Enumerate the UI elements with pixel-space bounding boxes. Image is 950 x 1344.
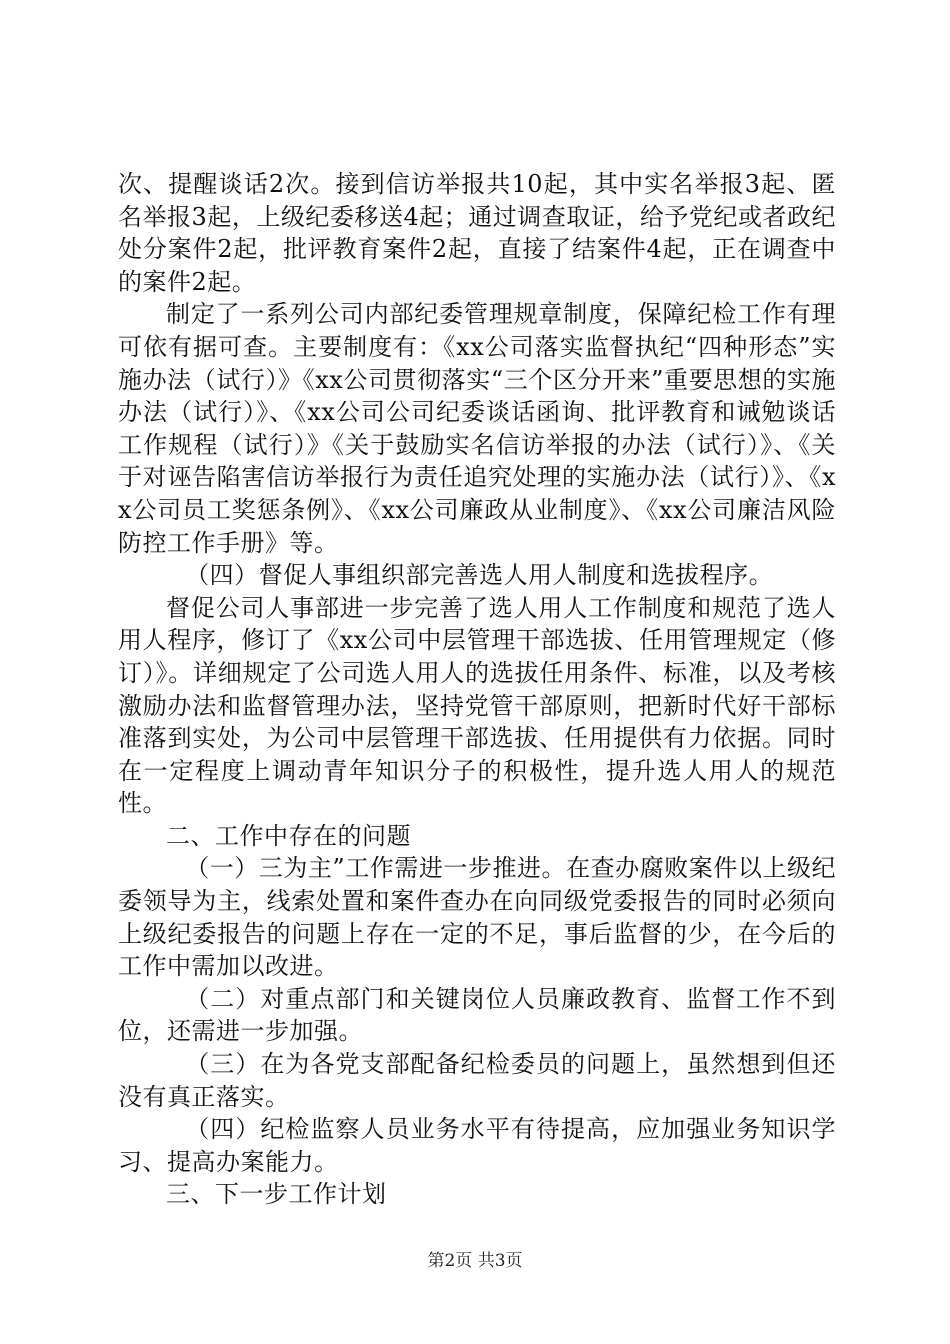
page-number-footer: 第2页 共3页	[427, 1251, 523, 1271]
paragraph-regulations: 制定了一系列公司内部纪委管理规章制度，保障纪检工作有理可依有据可查。主要制度有：《xx公司落实监督执纪“四种形态”实施办法（试行）》《xx公司贯彻落实“三个区分开来”重要思想的实施办法（试行）》、《xx公司公司纪委谈话函询、批评教育和诫勉谈话工作规程（试行）》《关于鼓励实名信访举报的办法（试行）》、《关于对诬告陷害信访举报行为责任追究处理的实施办法（试行）》、《xx公司员工奖惩条例》、《xx公司廉政从业制度》、《xx公司廉洁风险防控工作手册》等。	[118, 300, 836, 557]
heading-existing-problems: 二、工作中存在的问题	[166, 821, 411, 850]
document-body	[118, 168, 836, 1211]
problem-item-4: （四）纪检监察人员业务水平有待提高，应加强业务知识学习、提高办案能力。	[118, 1115, 836, 1176]
paragraph-case-statistics: 次、提醒谈话2次。接到信访举报共10起，其中实名举报3起、匿名举报3起，上级纪委移送4起；通过调查取证，给予党纪或者政纪处分案件2起，批评教育案件2起，直接了结案件4起，正在调查中的案件2起。	[118, 170, 836, 296]
problem-item-3: （三）在为各党支部配备纪检委员的问题上，虽然想到但还没有真正落实。	[118, 1050, 836, 1111]
problem-item-1: （一）三为主”工作需进一步推进。在查办腐败案件以上级纪委领导为主，线索处置和案件查办在向同级党委报告的同时必须向上级纪委报告的问题上存在一定的不足，事后监督的少，在今后的工作中需加以改进。	[118, 854, 836, 981]
paragraph-personnel-system: 督促公司人事部进一步完善了选人用人工作制度和规范了选人用人程序，修订了《xx公司中层管理干部选拔、任用管理规定（修订）》。详细规定了公司选人用人的选拔任用条件、标准，以及考核激励办法和监督管理办法，坚持党管干部原则，把新时代好干部标准落到实处，为公司中层管理干部选拔、任用提供有力依据。同时在一定程度上调动青年知识分子的积极性，提升选人用人的规范性。	[118, 593, 836, 818]
problem-item-2: （二）对重点部门和关键岗位人员廉政教育、监督工作不到位，还需进一步加强。	[118, 984, 836, 1046]
heading-personnel-system: （四）督促人事组织部完善选人用人制度和选拔程序。	[185, 561, 774, 590]
heading-next-steps: 三、下一步工作计划	[166, 1180, 387, 1209]
